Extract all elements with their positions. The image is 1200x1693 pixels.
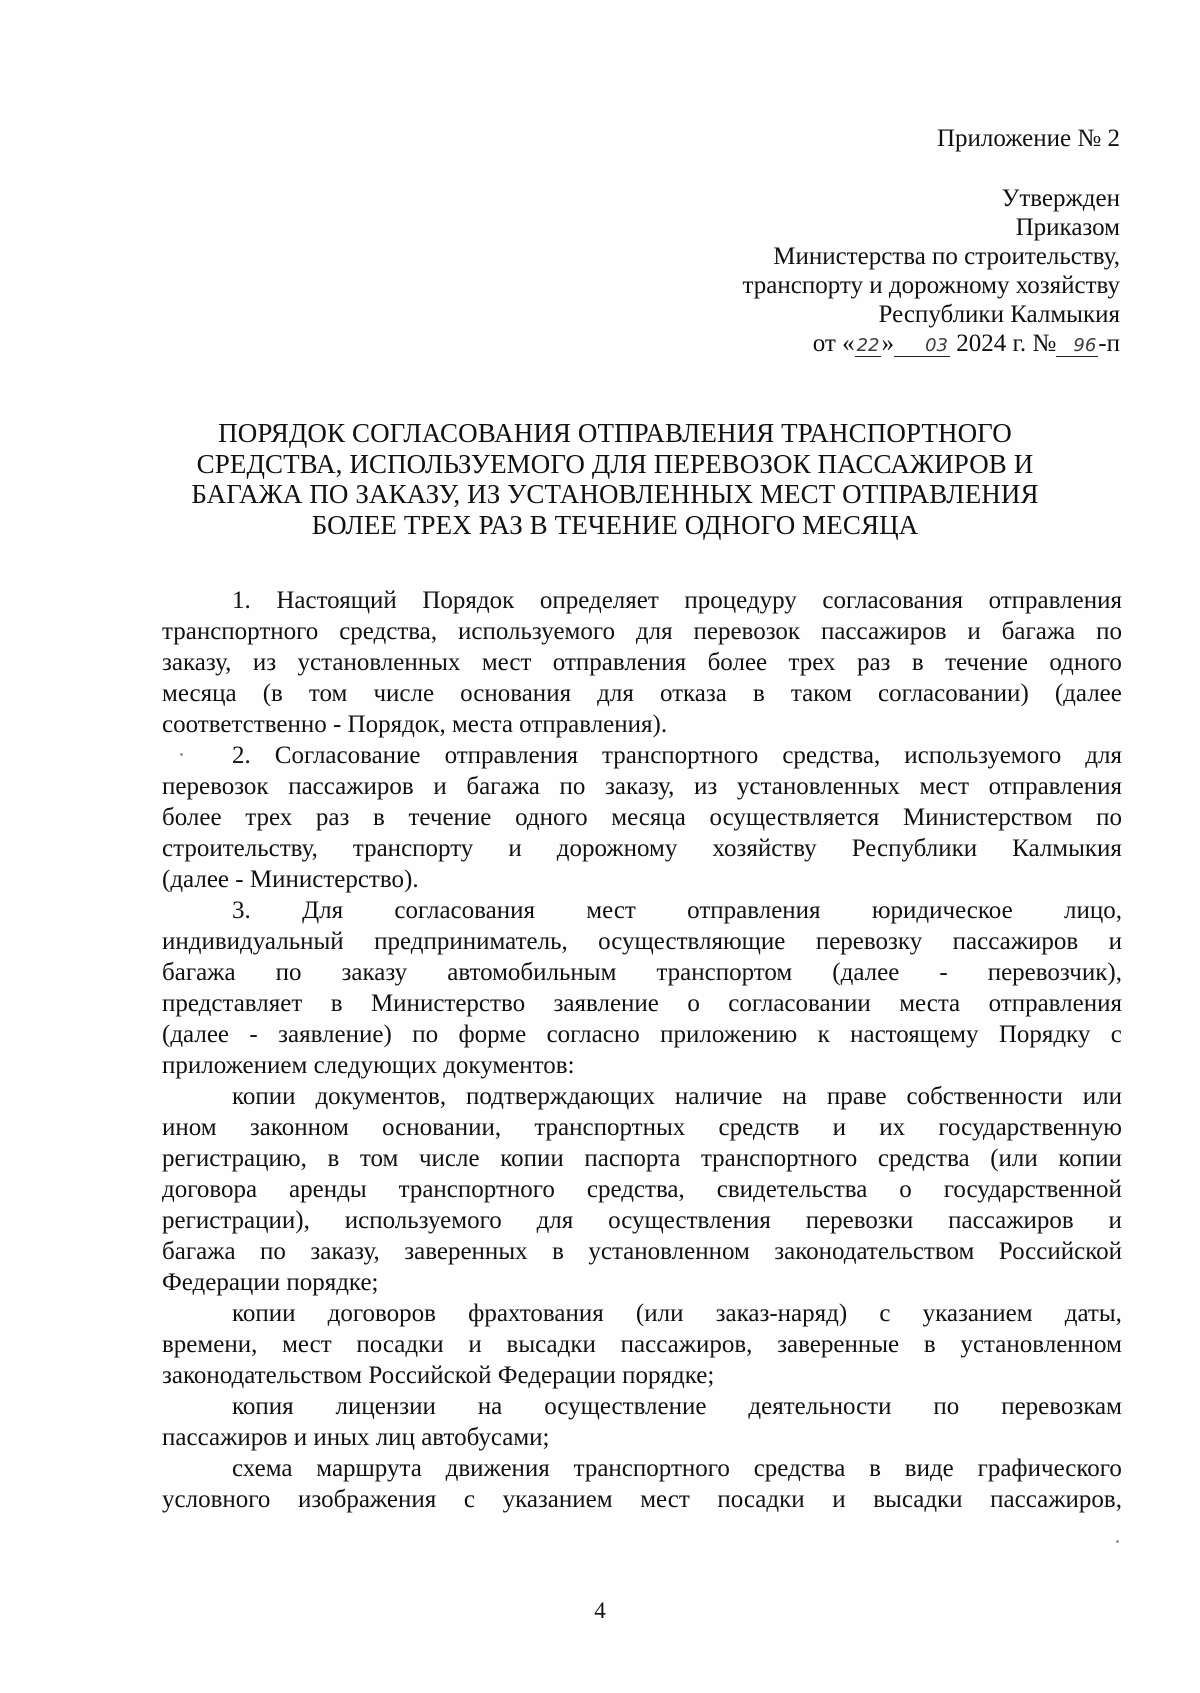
body-line: копии договоров фрахтования (или заказ-наряд) с указанием даты, [232,1300,1122,1327]
body-line: (далее - заявление) по форме согласно приложению к настоящему Порядку с [162,1021,1122,1048]
body-line: багажа по заказу автомобильным транспортом (далее - перевозчик), [162,959,1122,986]
body-line: (далее - Министерство). [162,866,419,893]
date-sep: » [881,330,894,357]
ministry-line-3: Республики Калмыкия [878,301,1120,328]
body-line: транспортного средства, используемого для перевозок пассажиров и багажа по [162,618,1122,645]
body-line: 3. Для согласования мест отправления юридическое лицо, [232,897,1122,924]
body-line: перевозок пассажиров и багажа по заказу, из установленных мест отправления [162,773,1122,800]
body-line: приложением следующих документов: [162,1052,575,1079]
order-label: Приказом [1015,214,1120,241]
date-prefix: от « [812,330,855,357]
order-date-line [743,329,1120,358]
body-line: представляет в Министерство заявление о согласовании места отправления [162,990,1122,1017]
body-line: копия лицензии на осуществление деятельности по перевозкам [232,1393,1122,1420]
body-line: месяца (в том числе основания для отказа в таком согласовании) (далее [162,680,1122,707]
approved-label: Утвержден [1001,185,1120,212]
order-number-handwritten: 96 [1056,336,1098,357]
body-line: регистрации), используемого для осуществления перевозки пассажиров и [162,1207,1122,1234]
date-day-handwritten: 22 [856,335,880,356]
ministry-line-1: Министерства по строительству, [773,243,1120,270]
body-line: ином законном основании, транспортных средств и их государственную [162,1114,1122,1141]
title-line: ПОРЯДОК СОГЛАСОВАНИЯ ОТПРАВЛЕНИЯ ТРАНСПОРТНОГО [218,418,1012,448]
body-line: схема маршрута движения транспортного средства в виде графического [232,1455,1122,1482]
body-line: копии документов, подтверждающих наличие на праве собственности или [232,1083,1122,1110]
body-line: регистрацию, в том числе копии паспорта транспортного средства (или копии [162,1145,1122,1172]
title-line: СРЕДСТВА, ИСПОЛЬЗУЕМОГО ДЛЯ ПЕРЕВОЗОК ПАССАЖИРОВ И [196,448,1034,479]
body-line: строительству, транспорту и дорожному хозяйству Республики Калмыкия [162,835,1122,862]
scan-speck [1116,1540,1119,1543]
body-line: багажа по заказу, заверенных в установленном законодательством Российской [162,1238,1122,1265]
body-line: договора аренды транспортного средства, свидетельства о государственной [162,1176,1122,1203]
body-line: более трех раз в течение одного месяца осуществляется Министерством по [162,804,1122,831]
body-line: законодательством Российской Федерации порядке; [162,1362,715,1389]
ministry-line-2: транспорту и дорожному хозяйству [742,272,1120,299]
body-line: 1. Настоящий Порядок определяет процедуру согласования отправления [232,587,1122,614]
body-line: Федерации порядке; [162,1269,379,1296]
body-line: индивидуальный предприниматель, осуществляющие перевозку пассажиров и [162,928,1122,955]
title-line: БОЛЕЕ ТРЕХ РАЗ В ТЕЧЕНИЕ ОДНОГО МЕСЯЦА [311,509,919,540]
body-line: условного изображения с указанием мест посадки и высадки пассажиров, [162,1486,1122,1513]
body-line: соответственно - Порядок, места отправления). [162,711,668,738]
page-number: 4 [594,1598,606,1623]
document-title [120,418,1110,540]
title-line: БАГАЖА ПО ЗАКАЗУ, ИЗ УСТАНОВЛЕННЫХ МЕСТ ОТПРАВЛЕНИЯ [191,479,1039,509]
document-body [162,585,1122,1515]
approval-block [743,184,1120,358]
date-month-handwritten: 03 [894,336,950,357]
body-line: времени, мест посадки и высадки пассажиров, заверенные в установленном [162,1331,1122,1358]
order-suffix: -п [1098,330,1120,357]
date-year: 2024 г. № [949,330,1057,357]
body-line: заказу, из установленных мест отправления более трех раз в течение одного [162,649,1122,676]
body-line: пассажиров и иных лиц автобусами; [162,1424,550,1451]
body-line: 2. Согласование отправления транспортного средства, используемого для [232,742,1122,769]
scan-speck [180,753,183,756]
appendix-label: Приложение № 2 [936,125,1120,152]
